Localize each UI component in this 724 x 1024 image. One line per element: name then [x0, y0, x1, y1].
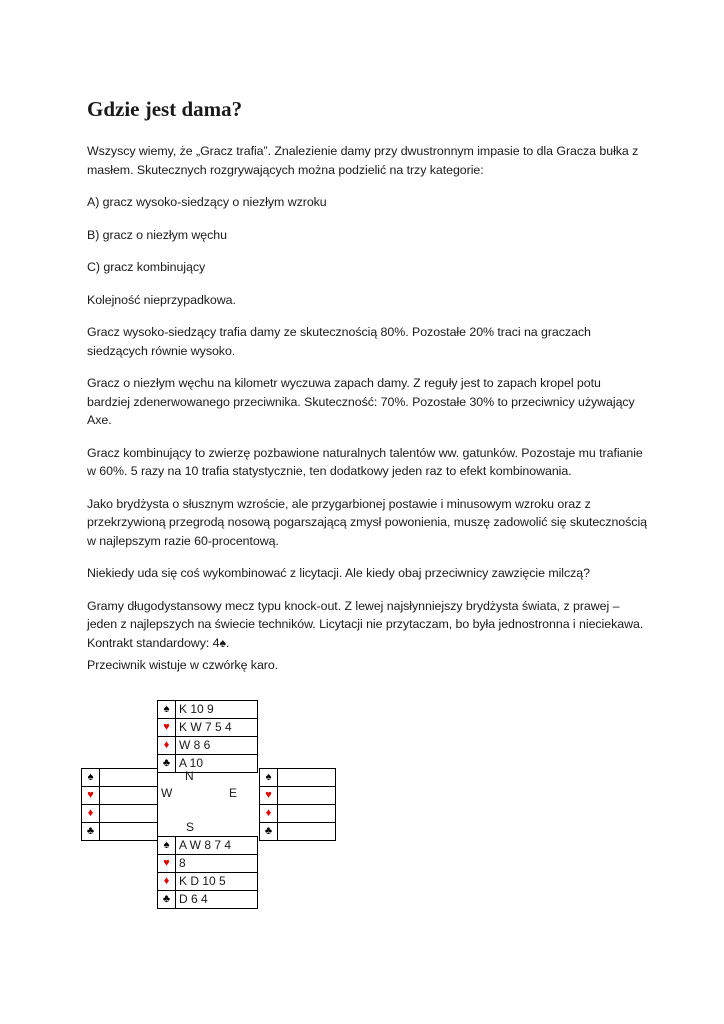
paragraph-smell: Gracz o niezłym węchu na kilometr wyczuwa zapach damy. Z reguły jest to zapach kropel potu bardziej zdenerwowanego przeciwnika. Skuteczność: 70%. Pozostałe 30% to przeciwnicy używający Axe. — [87, 376, 635, 427]
east-clubs — [278, 823, 336, 841]
diamond-icon: ♦ — [158, 873, 176, 891]
club-icon: ♣ — [82, 823, 100, 841]
east-diamonds — [278, 805, 336, 823]
hand-west — [81, 768, 158, 841]
north-hearts: K W 7 5 4 — [176, 719, 258, 737]
compass-south: S — [186, 820, 195, 834]
south-clubs: D 6 4 — [176, 891, 258, 909]
club-icon: ♣ — [260, 823, 278, 841]
diamond-icon: ♦ — [260, 805, 278, 823]
paragraph-combining: Gracz kombinujący to zwierzę pozbawione naturalnych talentów ww. gatunków. Pozostaje mu trafianie w 60%. 5 razy na 10 trafia statystycznie, ten dodatkowy jeden raz to efekt kombinowania. — [87, 445, 643, 478]
heart-icon: ♥ — [82, 787, 100, 805]
paragraph-match: Gramy długodystansowy mecz typu knock-out. Z lewej najsłynniejszy brydżysta świata, z prawej – jeden z najlepszych na świecie techników. Licytacji nie przytaczam, bo była jednostronna i nieciekawa. Kontrakt standardowy: 4♠. — [87, 598, 644, 650]
document-page — [87, 96, 647, 689]
north-clubs: A 10 — [176, 755, 258, 773]
south-hearts: 8 — [176, 855, 258, 873]
compass-north: N — [185, 769, 194, 783]
paragraph-category-b: B) gracz o niezłym węchu — [87, 227, 227, 242]
paragraph-author: Jako brydżysta o słusznym wzroście, ale przygarbionej postawie i minusowym wzroku oraz z przekrzywioną przegrodą nosową pogarszającą zmysł powonienia, muszę zadowolić się skutecznością w najlepszym razie 60-procentową. — [87, 496, 647, 548]
paragraph-lead: Przeciwnik wistuje w czwórkę karo. — [87, 658, 279, 672]
club-icon: ♣ — [158, 755, 176, 773]
spade-icon: ♠ — [82, 769, 100, 787]
east-hearts — [278, 787, 336, 805]
paragraph-bidding: Niekiedy uda się coś wykombinować z licytacji. Ale kiedy obaj przeciwnicy zawzięcie milczą? — [87, 566, 590, 580]
paragraph-order: Kolejność nieprzypadkowa. — [87, 292, 236, 307]
east-spades — [278, 769, 336, 787]
paragraph-category-c: C) gracz kombinujący — [87, 260, 206, 274]
heart-icon: ♥ — [158, 719, 176, 737]
west-spades — [100, 769, 158, 787]
club-icon: ♣ — [158, 891, 176, 909]
compass-west: W — [161, 786, 173, 800]
spade-icon: ♠ — [260, 769, 278, 787]
west-hearts — [100, 787, 158, 805]
diamond-icon: ♦ — [158, 737, 176, 755]
north-spades: K 10 9 — [176, 701, 258, 719]
spade-icon: ♠ — [158, 837, 176, 855]
page-title: Gdzie jest dama? — [87, 97, 243, 121]
paragraph-intro: Wszyscy wiemy, że „Gracz trafia”. Znalezienie damy przy dwustronnym impasie to dla Gracza bułka z masłem. Skutecznych rozgrywających można podzielić na trzy kategorie: — [87, 144, 639, 177]
paragraph-high-seated: Gracz wysoko-siedzący trafia damy ze skutecznością 80%. Pozostałe 20% traci na graczach siedzących równie wysoko. — [87, 325, 591, 358]
hand-north — [157, 700, 258, 773]
hand-east — [259, 768, 336, 841]
heart-icon: ♥ — [260, 787, 278, 805]
south-spades: A W 8 7 4 — [176, 837, 258, 855]
south-diamonds: K D 10 5 — [176, 873, 258, 891]
hand-south — [157, 836, 258, 909]
spade-icon: ♠ — [158, 701, 176, 719]
west-clubs — [100, 823, 158, 841]
west-diamonds — [100, 805, 158, 823]
diamond-icon: ♦ — [82, 805, 100, 823]
paragraph-category-a: A) gracz wysoko-siedzący o niezłym wzroku — [87, 195, 327, 209]
bridge-diagram — [81, 700, 361, 904]
north-diamonds: W 8 6 — [176, 737, 258, 755]
compass-east: E — [229, 786, 238, 800]
heart-icon: ♥ — [158, 855, 176, 873]
